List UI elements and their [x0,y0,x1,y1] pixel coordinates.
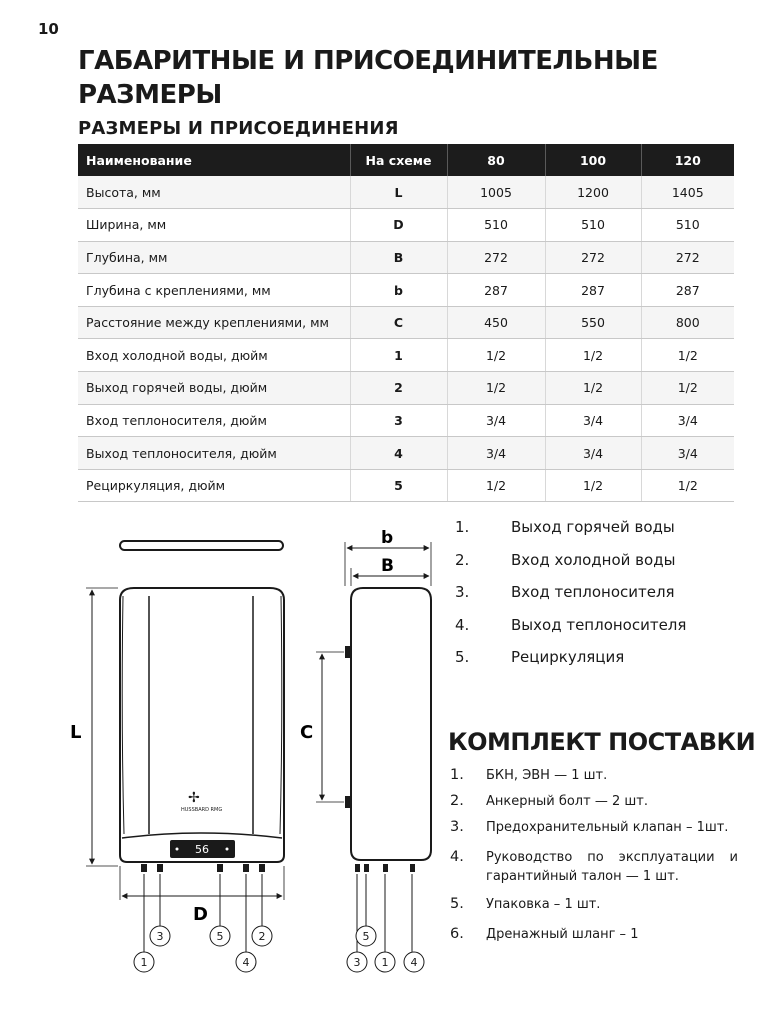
table-cell: 3/4 [545,437,641,470]
table-cell: 1/2 [447,372,545,405]
kit-number: 1. [450,767,464,783]
table-cell: b [350,274,447,307]
side-view [345,588,431,872]
table-cell: 1 [350,339,447,372]
table-cell: C [350,306,447,339]
dimension-D [120,866,284,925]
table-cell: Вход теплоносителя, дюйм [78,404,350,437]
table-row [78,241,734,274]
table-cell: Выход горячей воды, дюйм [78,372,350,405]
kit-label: Упаковка – 1 шт. [486,897,601,912]
list-item [455,616,686,649]
table-cell: 3/4 [641,404,734,437]
table-cell: Расстояние между креплениями, мм [78,306,350,339]
list-item [455,648,686,681]
list-item [448,766,738,792]
callout-label: 5 [216,930,224,943]
table-cell: 1/2 [447,469,545,502]
column-header-80: 80 [447,144,545,176]
page-number: 10 [38,20,59,38]
kit-label: Руководство по эксплуатации и [486,850,738,865]
section-subtitle: РАЗМЕРЫ И ПРИСОЕДИНЕНИЯ [78,118,399,139]
column-header-scheme: На схеме [350,144,447,176]
table-cell: Высота, мм [78,176,350,209]
table-cell: Вход холодной воды, дюйм [78,339,350,372]
table-cell: D [350,209,447,242]
table-cell: 1/2 [545,469,641,502]
table-cell: 2 [350,372,447,405]
table-cell: 450 [447,306,545,339]
table-row [78,176,734,209]
front-view [120,588,284,872]
callout-label: 2 [258,930,266,943]
list-item [455,551,686,584]
page-title: ГАБАРИТНЫЕ И ПРИСОЕДИНИТЕЛЬНЫЕ РАЗМЕРЫ [78,46,658,110]
kit-label: БКН, ЭВН — 1 шт. [486,768,608,783]
list-item [448,792,738,818]
table-cell: Выход теплоносителя, дюйм [78,437,350,470]
legend-number: 5. [455,648,470,666]
table-cell: 1/2 [641,372,734,405]
kit-list [448,766,738,951]
kit-number: 6. [450,926,464,942]
kit-number: 5. [450,896,464,912]
column-header-name: Наименование [78,144,350,176]
table-cell: 1/2 [545,339,641,372]
table-cell: 1/2 [641,339,734,372]
dimension-label-B: B [381,556,394,576]
legend-label: Выход горячей воды [511,518,675,536]
table-cell: 510 [641,209,734,242]
dimension-C [300,652,344,802]
kit-number: 4. [450,849,464,865]
legend-number: 3. [455,583,470,601]
table-cell: 1/2 [447,339,545,372]
callout-label: 1 [140,956,148,969]
kit-number: 3. [450,819,464,835]
table-cell: 3 [350,404,447,437]
table-row [78,306,734,339]
table-row [78,274,734,307]
table-row [78,372,734,405]
table-row [78,469,734,502]
kit-label: Предохранительный клапан – 1шт. [486,820,729,835]
dimensions-table [78,144,734,502]
dimension-label-L: L [70,722,82,743]
callout-label: 3 [156,930,164,943]
brand-logo-icon: ✢ [188,790,200,806]
table-cell: 1005 [447,176,545,209]
table-cell: 800 [641,306,734,339]
table-cell: Глубина, мм [78,241,350,274]
table-cell: 3/4 [545,404,641,437]
table-cell: B [350,241,447,274]
legend-number: 2. [455,550,470,569]
table-cell: 3/4 [447,404,545,437]
kit-label-continued: гарантийный талон — 1 шт. [486,869,679,884]
table-cell: 1200 [545,176,641,209]
table-cell: Ширина, мм [78,209,350,242]
connection-legend [455,518,686,681]
top-view-outline [120,541,283,550]
table-row [78,339,734,372]
table-cell: 1/2 [545,372,641,405]
table-cell: 4 [350,437,447,470]
list-item [455,583,686,616]
table-cell: 3/4 [447,437,545,470]
kit-number: 2. [450,793,464,809]
kit-title: КОМПЛЕКТ ПОСТАВКИ [448,728,756,756]
brand-text: HUSSBARD RMG [181,807,223,813]
table-row [78,209,734,242]
legend-label: Вход теплоносителя [511,583,675,601]
table-cell: 287 [641,274,734,307]
legend-number: 1. [455,518,470,536]
table-cell: 5 [350,469,447,502]
legend-label: Вход холодной воды [511,550,676,569]
table-cell: 272 [641,241,734,274]
table-row [78,437,734,470]
dimension-label-b: b [381,528,394,548]
table-cell: L [350,176,447,209]
table-cell: Рециркуляция, дюйм [78,469,350,502]
display-value: 56 [195,843,209,856]
table-cell: 510 [545,209,641,242]
table-cell: 272 [545,241,641,274]
legend-number: 4. [455,615,470,634]
table-header-row [78,144,734,176]
dimension-label-D: D [193,904,208,925]
legend-label: Рециркуляция [511,648,625,666]
table-cell: 287 [545,274,641,307]
dimension-b-B [345,528,431,586]
table-cell: Глубина с креплениями, мм [78,274,350,307]
table-row [78,404,734,437]
table-cell: 1405 [641,176,734,209]
list-item [455,518,686,551]
list-item [448,818,738,848]
table-cell: 1/2 [641,469,734,502]
technical-drawing [0,510,440,990]
list-item [448,895,738,925]
table-cell: 550 [545,306,641,339]
dimension-label-C: C [300,722,314,743]
column-header-120: 120 [641,144,734,176]
kit-label: Дренажный шланг – 1 [486,927,639,942]
callout-label: 4 [242,956,250,969]
callout-label: 3 [353,956,361,969]
column-header-100: 100 [545,144,641,176]
legend-label: Выход теплоносителя [511,615,687,634]
list-item [448,848,738,895]
table-cell: 272 [447,241,545,274]
table-cell: 510 [447,209,545,242]
callout-label: 5 [362,930,370,943]
callout-label: 1 [381,956,389,969]
table-cell: 287 [447,274,545,307]
dimension-L [70,588,118,866]
callout-label: 4 [410,956,418,969]
table-cell: 3/4 [641,437,734,470]
list-item [448,925,738,951]
kit-label: Анкерный болт — 2 шт. [486,794,648,809]
